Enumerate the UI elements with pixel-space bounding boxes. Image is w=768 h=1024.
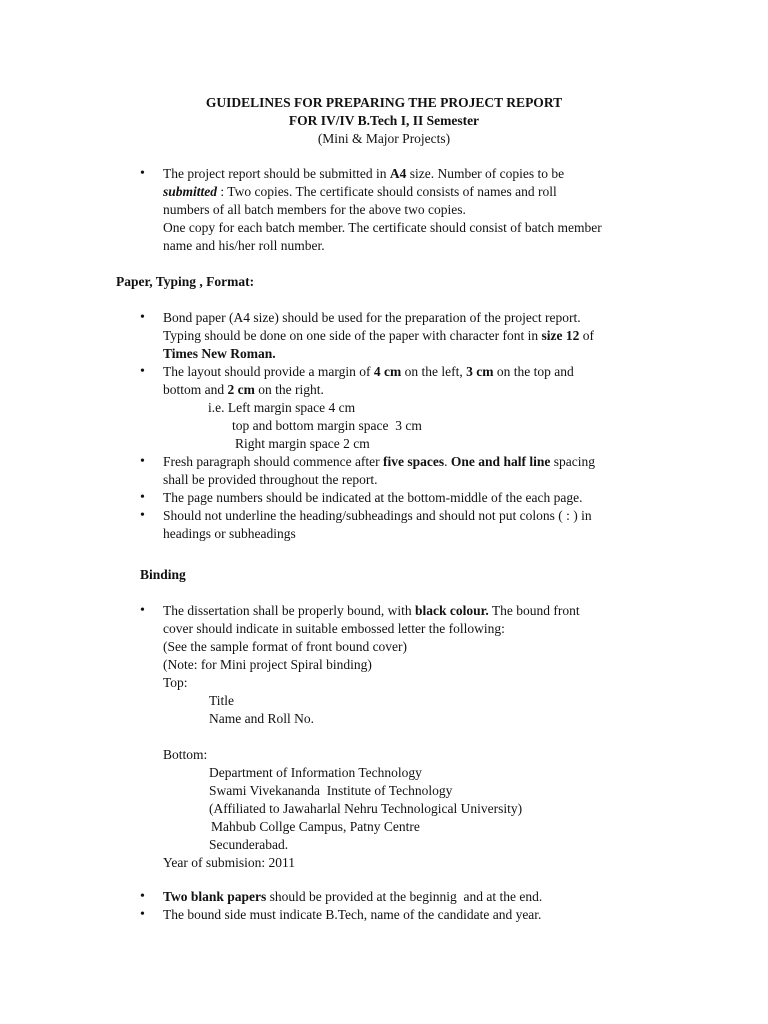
text: top and bottom margin space 3 cm [232,418,422,433]
text: The layout should provide a margin of [163,364,374,379]
text: (Affiliated to Jawaharlal Nehru Technological University) [209,801,523,816]
section-heading-binding: Binding [140,567,186,582]
text: bottom and [163,382,228,397]
text: • Should not underline the heading/subheadings and should not put colons ( : ) in [163,508,592,523]
list-item [140,363,680,453]
text: size. Number of copies to be [406,166,565,181]
text-bold: One and half line [450,454,551,469]
list-item [140,309,680,363]
text: should be provided at the beginnig and at the end. [266,889,543,904]
text-bold: Times New Roman. [163,346,276,361]
text: The bound front [488,603,580,618]
text: Title [209,693,235,708]
text-bold: five spaces [383,454,445,469]
text: on the top and [493,364,574,379]
text: (See the sample format of front bound cover) [163,639,408,654]
text: . [444,454,451,469]
text: (Note: for Mini project Spiral binding) [163,657,372,672]
document-title [0,94,768,148]
list-item [140,888,680,906]
text: cover should indicate in suitable embossed letter the following: [163,621,505,636]
title-line-1: GUIDELINES FOR PREPARING THE PROJECT REPORT [205,95,563,110]
list-item [140,489,680,507]
list-item [140,602,680,872]
text: on the left, [401,364,467,379]
text: Top: [163,675,188,690]
text-bold: 3 cm [466,364,494,379]
paper-list [140,309,680,543]
section-heading-paper: Paper, Typing , Format: [116,274,255,289]
text: • Bond paper (A4 size) should be used for the preparation of the project report. [163,310,581,325]
title-line-2: FOR IV/IV B.Tech I, II Semester [288,113,480,128]
text: Name and Roll No. [209,711,314,726]
text: on the right. [254,382,324,397]
text: : Two copies. The certificate should consists of names and roll [217,184,557,199]
text: spacing [550,454,595,469]
text: headings or subheadings [163,526,296,541]
text-bold: 4 cm [373,364,402,379]
text: Typing should be done on one side of the paper with character font in [163,328,542,343]
text: Year of submision: 2011 [163,855,296,870]
text: Secunderabad. [209,837,289,852]
text: name and his/her roll number. [163,238,325,253]
text: shall be provided throughout the report. [163,472,378,487]
title-line-3: (Mini & Major Projects) [317,131,451,146]
text-bold: size 12 [541,328,580,343]
text: The dissertation shall be properly bound, with [163,603,415,618]
text: One copy for each batch member. The certificate should consist of batch member [163,220,602,235]
text: • The page numbers should be indicated at the bottom-middle of the each page. [163,490,583,505]
text-bold: Two blank papers [163,889,267,904]
text: The project report should be submitted in [163,166,390,181]
text: Right margin space 2 cm [235,436,370,451]
text-bold-italic: submitted [163,184,218,199]
text-bold: 2 cm [227,382,255,397]
text: Department of Information Technology [209,765,422,780]
text: i.e. Left margin space 4 cm [208,400,356,415]
text: Bottom: [163,747,208,762]
text: of [579,328,594,343]
intro-list [140,165,680,255]
list-item [140,165,680,255]
text-bold: black colour. [414,603,489,618]
text: Swami Vivekananda Institute of Technology [209,783,453,798]
text: numbers of all batch members for the above two copies. [163,202,466,217]
list-item [140,507,680,543]
binding-list [140,602,680,872]
text: Mahbub Collge Campus, Patny Centre [211,819,420,834]
text-bold: A4 [389,166,407,181]
text: Fresh paragraph should commence after [163,454,384,469]
list-item [140,906,680,924]
list-item [140,453,680,489]
text: • The bound side must indicate B.Tech, name of the candidate and year. [163,907,542,922]
binding-list-2 [140,888,680,924]
